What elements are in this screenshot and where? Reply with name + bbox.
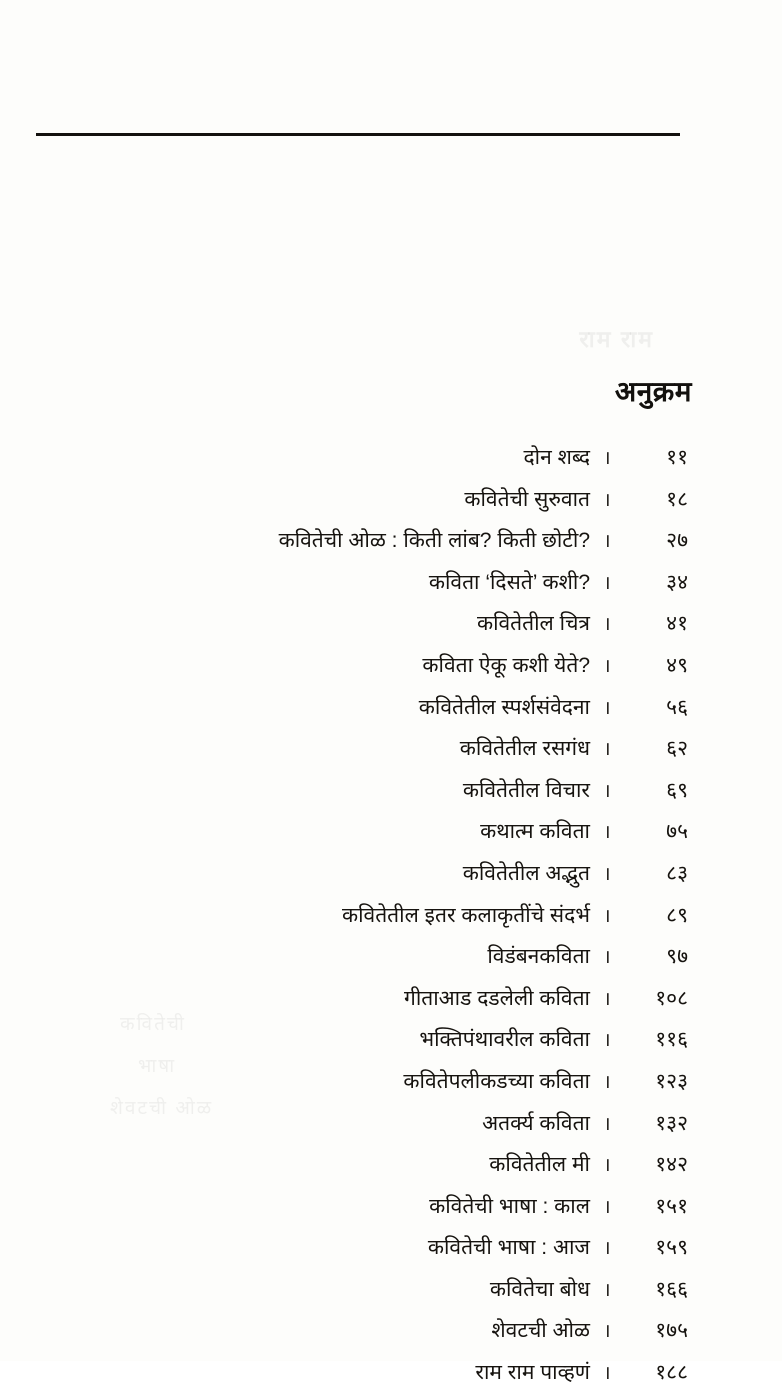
toc-entry-title: कवितेपलीकडच्या कविता	[403, 1069, 590, 1093]
ghost-text-line1: कवितेची	[120, 1014, 186, 1035]
toc-entry-separator: ।	[603, 947, 611, 969]
toc-entry-page-number: ६९	[666, 778, 688, 802]
toc-entry-title: कवितेची भाषा : आज	[427, 1236, 590, 1260]
header-rule	[36, 133, 680, 136]
toc-entry[interactable]	[36, 563, 694, 605]
toc-entry-page-number: ९७	[666, 945, 688, 969]
toc-entry-page-number: ४१	[666, 612, 688, 636]
toc-entry-title: कवितेची भाषा : काल	[429, 1194, 590, 1218]
toc-entry[interactable]	[36, 1353, 694, 1395]
toc-entry-separator: ।	[603, 697, 611, 719]
toc-entry[interactable]	[36, 521, 694, 563]
toc-entry-page-number: १०८	[655, 986, 688, 1010]
toc-entry-separator: ।	[603, 1071, 611, 1093]
toc-entry-separator: ।	[603, 1363, 611, 1385]
toc-entry-page-number: १८	[666, 487, 688, 511]
toc-entry[interactable]	[36, 688, 694, 730]
toc-entry-title: राम राम पाव्हणं	[475, 1361, 590, 1385]
toc-entry-page-number: १८८	[655, 1361, 688, 1385]
toc-entry-separator: ।	[603, 1321, 611, 1343]
toc-entry-page-number: ४९	[666, 653, 688, 677]
toc-entry-separator: ।	[603, 822, 611, 844]
toc-entry-title: कथात्म कविता	[480, 820, 590, 844]
toc-entry-title: कविता ऐकू कशी येते?	[422, 653, 590, 677]
toc-entry[interactable]	[36, 854, 694, 896]
toc-entry-page-number: २७	[666, 529, 688, 553]
toc-entry[interactable]	[36, 480, 694, 522]
toc-entry[interactable]	[36, 646, 694, 688]
toc-entry-separator: ।	[603, 1196, 611, 1218]
toc-entry-title: कवितेचा बोध	[489, 1277, 590, 1301]
toc-entry-separator: ।	[603, 448, 611, 469]
toc-entry-separator: ।	[603, 1238, 611, 1260]
toc-entry-separator: ।	[603, 780, 611, 802]
toc-entry-separator: ।	[603, 489, 611, 511]
toc-entry-page-number: ३४	[666, 570, 688, 594]
toc-entry[interactable]	[36, 771, 694, 813]
toc-entry[interactable]	[36, 1145, 694, 1187]
toc-entry-separator: ।	[603, 1113, 611, 1135]
toc-entry-page-number: ५६	[666, 695, 688, 719]
toc-entry-title: कवितेतील विचार	[462, 778, 590, 802]
toc-entry-page-number: ८९	[666, 903, 688, 927]
toc-entry-title: गीताआड दडलेली कविता	[404, 986, 590, 1010]
toc-entry-title: भक्तिपंथावरील कविता	[419, 1028, 590, 1052]
toc-entry-separator: ।	[603, 572, 611, 594]
toc-entry[interactable]	[36, 1270, 694, 1312]
toc-entry-separator: ।	[603, 655, 611, 677]
toc-entry-separator: ।	[603, 739, 611, 761]
toc-entry[interactable]	[36, 812, 694, 854]
toc-entry-title: शेवटची ओळ	[491, 1319, 590, 1343]
toc-entry-page-number: १३२	[655, 1111, 688, 1135]
toc-entry-page-number: ८३	[666, 861, 688, 885]
toc-entry-page-number: ६२	[666, 737, 688, 761]
toc-entry-page-number: ११	[666, 446, 688, 469]
toc-entry-title: कवितेतील रसगंध	[459, 737, 590, 761]
toc-entry-title: कवितेतील अद्भुत	[462, 861, 590, 885]
ghost-text-title: राम राम	[579, 326, 654, 352]
toc-entry-separator: ।	[603, 614, 611, 636]
toc-entry[interactable]	[36, 896, 694, 938]
toc-entry-separator: ।	[603, 531, 611, 553]
toc-entry[interactable]	[36, 1311, 694, 1353]
toc-entry[interactable]	[36, 1228, 694, 1270]
toc-entry-title: कवितेतील चित्र	[476, 612, 590, 636]
toc-entry-page-number: ११६	[655, 1028, 688, 1052]
toc-entry-separator: ।	[603, 905, 611, 927]
toc-entry-title: अतर्क्य कविता	[482, 1111, 590, 1135]
toc-entry-separator: ।	[603, 988, 611, 1010]
toc-entry[interactable]	[36, 979, 694, 1021]
table-of-contents	[36, 438, 694, 1395]
ghost-text-line3: शेवटची ओळ	[110, 1098, 214, 1119]
toc-entry[interactable]	[36, 1104, 694, 1146]
toc-entry-page-number: १७५	[655, 1319, 688, 1343]
toc-entry-title: कविता ‘दिसते’ कशी?	[428, 570, 590, 594]
toc-entry-separator: ।	[603, 1030, 611, 1052]
toc-entry[interactable]	[36, 438, 694, 480]
toc-entry-page-number: १५१	[655, 1194, 688, 1218]
toc-entry-title: कवितेतील इतर कलाकृतींचे संदर्भ	[341, 903, 590, 927]
toc-entry[interactable]	[36, 1020, 694, 1062]
toc-entry[interactable]	[36, 729, 694, 771]
toc-entry-title: कवितेची ओळ : किती लांब? किती छोटी?	[278, 529, 590, 553]
toc-entry[interactable]	[36, 604, 694, 646]
toc-entry[interactable]	[36, 1187, 694, 1229]
toc-entry-title: कवितेची सुरुवात	[464, 487, 590, 511]
toc-entry[interactable]	[36, 937, 694, 979]
toc-entry-title: विडंबनकविता	[487, 945, 590, 969]
toc-entry-page-number: १६६	[655, 1277, 688, 1301]
toc-entry-page-number: १५९	[655, 1236, 688, 1260]
toc-entry-separator: ।	[603, 863, 611, 885]
toc-entry-page-number: ७५	[666, 820, 688, 844]
toc-entry-title: दोन शब्द	[523, 446, 590, 469]
ghost-text-line2: भाषा	[138, 1056, 177, 1077]
toc-entry-title: कवितेतील मी	[489, 1153, 590, 1177]
toc-entry-title: कवितेतील स्पर्शसंवेदना	[418, 695, 590, 719]
toc-entry-separator: ।	[603, 1279, 611, 1301]
page-title: अनुक्रम	[614, 376, 692, 407]
toc-entry-separator: ।	[603, 1155, 611, 1177]
toc-entry[interactable]	[36, 1062, 694, 1104]
toc-entry-page-number: १४२	[655, 1153, 688, 1177]
toc-entry-page-number: १२३	[655, 1069, 688, 1093]
